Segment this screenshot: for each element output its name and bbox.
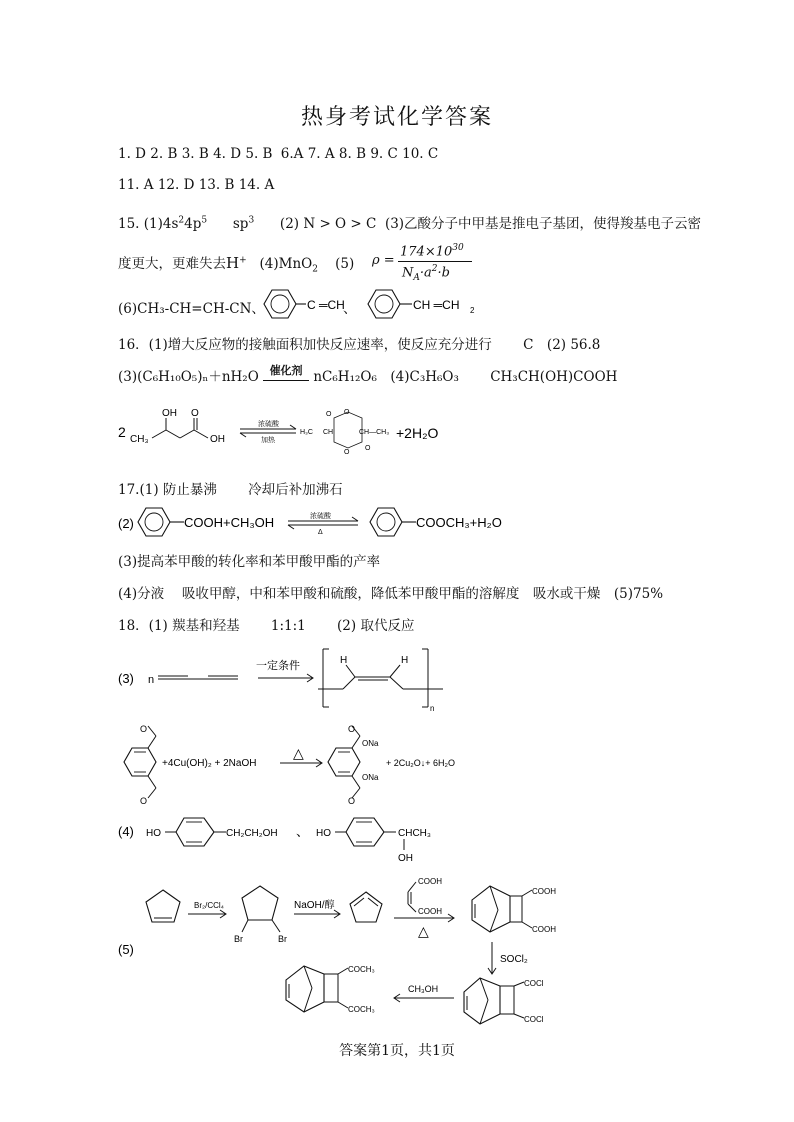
svg-text:n: n (430, 704, 435, 713)
svg-text:COOH: COOH (418, 877, 442, 886)
q15-line-6: (6)CH₃-CH=CH-CN、 (118, 301, 265, 317)
svg-text:CH—CH₃: CH—CH₃ (359, 429, 390, 436)
svg-text:CHCH₃: CHCH₃ (398, 828, 431, 839)
svg-text:、: 、 (296, 824, 310, 839)
svg-text:COOCH₃+H₂O: COOCH₃+H₂O (416, 515, 502, 530)
answer-item: 7. A (307, 146, 335, 162)
q15-line-2: 度更大，更难失去H+ (4)MnO$_2$ (5) (118, 254, 355, 275)
svg-text:H: H (340, 655, 348, 666)
answers-row-1 (118, 146, 438, 162)
svg-text:ONa: ONa (362, 739, 379, 748)
q17-line-1: 17.(1) 防止暴沸 冷却后补加沸石 (118, 482, 343, 498)
q15-line-1: 15. $(1)4s^24p^5$ $sp^3$ (2) N > O > C (3)乙酸分子中甲基是推电子基团，使得羧基电子云密 (118, 215, 702, 232)
svg-text:Br₂/CCl₄: Br₂/CCl₄ (194, 901, 224, 910)
svg-text:△: △ (418, 923, 429, 939)
separator: 、 (343, 301, 357, 317)
answer-item: 13. B (198, 177, 235, 193)
q17-line-3: (3)提高苯甲酸的转化率和苯甲酸甲酯的产率 (118, 554, 381, 570)
svg-text:O: O (140, 796, 148, 804)
answer-item: 10. C (402, 146, 439, 162)
esterification-reaction (118, 502, 538, 544)
svg-text:加热: 加热 (261, 437, 275, 444)
svg-text:△: △ (293, 745, 304, 761)
phenylacetylene-structure (252, 286, 352, 326)
svg-text:H: H (401, 655, 409, 666)
answer-item: 2. B (150, 146, 178, 162)
svg-text:O: O (326, 411, 332, 418)
polymerization-reaction (118, 645, 458, 715)
q18-part5-synthesis (118, 870, 598, 1035)
svg-text:CH ═CH: CH ═CH (413, 298, 460, 312)
svg-text:Br: Br (278, 934, 287, 944)
svg-text:CH₃: CH₃ (130, 434, 149, 445)
phthalaldehyde-oxidation (118, 722, 498, 804)
svg-text:Br: Br (234, 934, 243, 944)
svg-text:NaOH/醇: NaOH/醇 (294, 900, 335, 911)
svg-text:C ═CH: C ═CH (307, 298, 345, 312)
page-title: 热身考试化学答案 (300, 105, 493, 130)
answer-item: 5. B (245, 146, 273, 162)
svg-text:n: n (148, 674, 155, 686)
svg-text:O: O (344, 409, 350, 416)
svg-text:2: 2 (118, 424, 126, 440)
svg-text:CH₂CH₂OH: CH₂CH₂OH (226, 828, 278, 839)
answers-row-2 (118, 177, 274, 193)
answer-item: 1. D (118, 146, 146, 162)
svg-text:2: 2 (470, 306, 475, 315)
svg-text:+ 2Cu₂O↓+ 6H₂O: + 2Cu₂O↓+ 6H₂O (386, 758, 456, 768)
q18-line-1: 18．(1) 羰基和羟基 1:1:1 (2) 取代反应 (118, 618, 415, 634)
q17-line-4: (4)分液 吸收甲醇，中和苯甲酸和硫酸，降低苯甲酸甲酯的溶解度 吸水或干燥 (5)75% (118, 586, 664, 602)
svg-text:(4): (4) (118, 824, 134, 839)
answer-item: 9. C (370, 146, 398, 162)
svg-text:OH: OH (210, 434, 225, 445)
page-footer: 答案第1页，共1页 (339, 1043, 455, 1059)
answer-item: 11. A (118, 177, 154, 193)
svg-text:+2H₂O: +2H₂O (396, 425, 439, 441)
svg-text:O: O (348, 796, 356, 804)
svg-text:COOH: COOH (532, 925, 556, 934)
q18-part4-structures (118, 808, 498, 866)
svg-text:COOH: COOH (532, 887, 556, 896)
svg-text:O: O (140, 724, 148, 734)
svg-text:OH: OH (162, 408, 177, 419)
svg-text:一定条件: 一定条件 (256, 660, 300, 672)
q16-line-3: (3)(C₆H₁₀O₅)ₙ＋nH₂O 催化剂 nC₆H₁₂O₆ (4)C₃H₆O₃ CH₃CH(OH)COOH (118, 364, 618, 385)
answer-item: 3. B (181, 146, 209, 162)
svg-text:COOH+CH₃OH: COOH+CH₃OH (184, 515, 275, 530)
svg-text:COCl: COCl (524, 1015, 544, 1024)
svg-text:HO: HO (316, 828, 331, 839)
svg-text:COCl: COCl (524, 979, 544, 988)
q16-line-1: 16．(1)增大反应物的接触面积加快反应速率，使反应充分进行 C (2) 56.8 (118, 337, 601, 353)
svg-text:+4Cu(OH)₂ + 2NaOH: +4Cu(OH)₂ + 2NaOH (162, 758, 257, 769)
svg-text:Δ: Δ (318, 529, 323, 536)
svg-text:(3): (3) (118, 671, 134, 686)
lactic-acid-reaction (118, 402, 448, 466)
svg-text:浓硫酸: 浓硫酸 (310, 513, 331, 520)
svg-text:(5): (5) (118, 942, 134, 957)
answer-item: 4. D (213, 146, 242, 162)
answer-item: 8. B (338, 146, 367, 162)
svg-text:COCH₃: COCH₃ (348, 1005, 375, 1014)
answer-item: 6.A (280, 146, 304, 162)
svg-text:CH: CH (323, 429, 334, 436)
svg-text:ONa: ONa (362, 773, 379, 782)
svg-text:HO: HO (146, 828, 161, 839)
svg-text:浓硫酸: 浓硫酸 (258, 421, 279, 428)
svg-text:O: O (348, 724, 356, 734)
styrene-structure (356, 286, 476, 326)
svg-text:COOH: COOH (418, 907, 442, 916)
svg-text:O: O (365, 445, 371, 452)
svg-text:O: O (344, 449, 350, 456)
answer-item: 12. D (157, 177, 195, 193)
svg-text:COCH₃: COCH₃ (348, 965, 375, 974)
svg-text:CH₃OH: CH₃OH (408, 984, 439, 994)
svg-text:(2): (2) (118, 516, 134, 531)
answer-item: 14. A (238, 177, 275, 193)
svg-text:OH: OH (398, 853, 413, 864)
svg-text:O: O (191, 408, 199, 419)
svg-text:H₃C: H₃C (300, 429, 313, 436)
svg-text:SOCl₂: SOCl₂ (500, 954, 528, 965)
